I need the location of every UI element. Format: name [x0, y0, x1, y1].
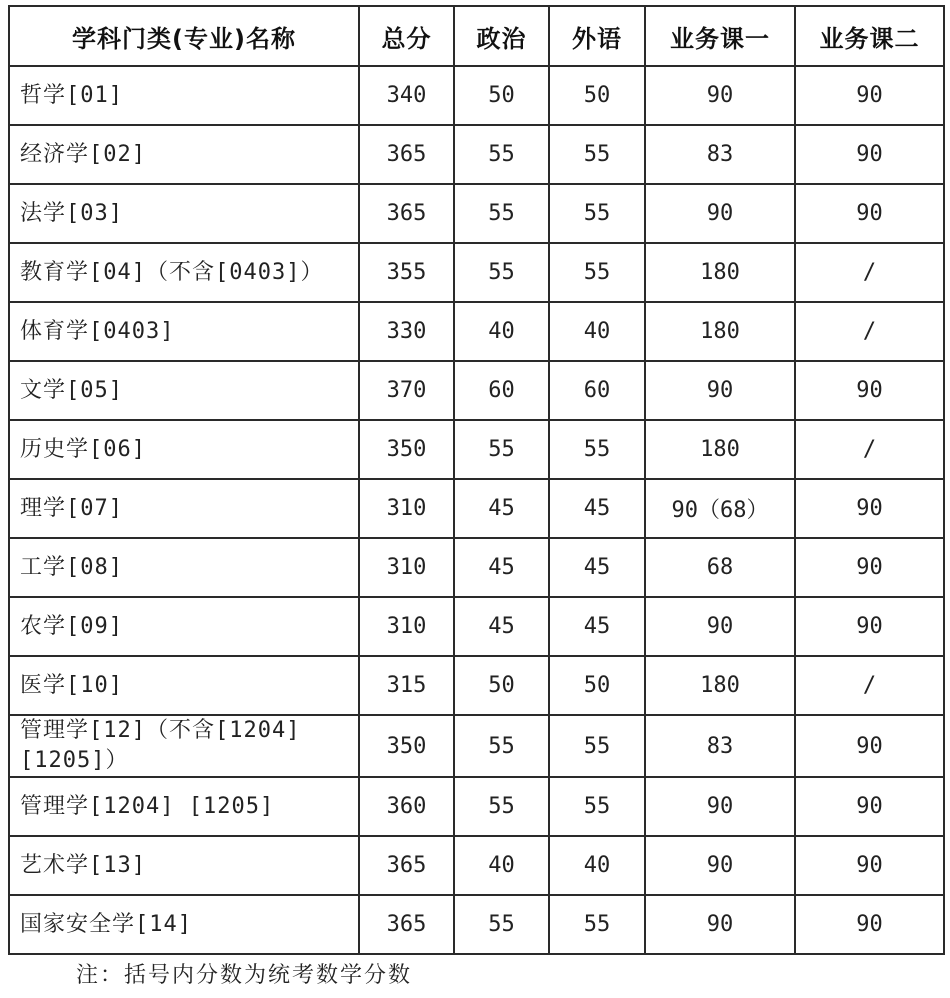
table-row: [9, 243, 944, 302]
subject-one-score-cell: 83: [645, 715, 795, 777]
discipline-name-cell: 文学[05]: [9, 361, 359, 420]
foreign-language-score-cell: 45: [549, 597, 645, 656]
politics-score-cell: 55: [454, 895, 549, 954]
foreign-language-score-cell: 55: [549, 895, 645, 954]
discipline-name-cell: 历史学[06]: [9, 420, 359, 479]
table-row: [9, 66, 944, 125]
table-row: [9, 479, 944, 538]
discipline-name-cell: 医学[10]: [9, 656, 359, 715]
politics-score-cell: 45: [454, 597, 549, 656]
table-row: [9, 302, 944, 361]
foreign-language-score-cell: 60: [549, 361, 645, 420]
politics-score-cell: 55: [454, 184, 549, 243]
total-score-cell: 330: [359, 302, 454, 361]
discipline-name-cell: 工学[08]: [9, 538, 359, 597]
subject-one-score-cell: 180: [645, 656, 795, 715]
table-body: [9, 66, 944, 954]
discipline-name-cell: 哲学[01]: [9, 66, 359, 125]
table-row: [9, 656, 944, 715]
discipline-name-cell: 理学[07]: [9, 479, 359, 538]
subject-two-score-cell: 90: [795, 895, 944, 954]
subject-two-score-cell: 90: [795, 777, 944, 836]
total-score-cell: 310: [359, 597, 454, 656]
subject-one-score-cell: 90: [645, 836, 795, 895]
foreign-language-score-cell: 55: [549, 184, 645, 243]
foreign-language-score-cell: 40: [549, 836, 645, 895]
subject-one-score-cell: 90: [645, 66, 795, 125]
discipline-name-cell: 农学[09]: [9, 597, 359, 656]
header-subject-one: 业务课一: [645, 6, 795, 66]
politics-score-cell: 55: [454, 243, 549, 302]
subject-one-score-cell: 90（68）: [645, 479, 795, 538]
politics-score-cell: 55: [454, 777, 549, 836]
subject-one-score-cell: 90: [645, 361, 795, 420]
subject-two-score-cell: 90: [795, 361, 944, 420]
subject-two-score-cell: 90: [795, 597, 944, 656]
politics-score-cell: 45: [454, 479, 549, 538]
subject-one-score-cell: 68: [645, 538, 795, 597]
subject-two-score-cell: 90: [795, 66, 944, 125]
footnote: 注：括号内分数为统考数学分数: [76, 963, 413, 988]
subject-one-score-cell: 180: [645, 420, 795, 479]
total-score-cell: 340: [359, 66, 454, 125]
politics-score-cell: 50: [454, 656, 549, 715]
total-score-cell: 360: [359, 777, 454, 836]
subject-two-score-cell: 90: [795, 184, 944, 243]
subject-two-score-cell: 90: [795, 715, 944, 777]
subject-two-score-cell: 90: [795, 125, 944, 184]
discipline-name-cell: 艺术学[13]: [9, 836, 359, 895]
subject-two-score-cell: 90: [795, 538, 944, 597]
subject-two-score-cell: 90: [795, 836, 944, 895]
table-row: [9, 361, 944, 420]
foreign-language-score-cell: 50: [549, 656, 645, 715]
discipline-name-cell: 经济学[02]: [9, 125, 359, 184]
politics-score-cell: 40: [454, 836, 549, 895]
politics-score-cell: 45: [454, 538, 549, 597]
politics-score-cell: 55: [454, 125, 549, 184]
discipline-name-cell: 国家安全学[14]: [9, 895, 359, 954]
subject-one-score-cell: 90: [645, 184, 795, 243]
table-row: [9, 125, 944, 184]
total-score-cell: 365: [359, 184, 454, 243]
subject-two-score-cell: /: [795, 243, 944, 302]
foreign-language-score-cell: 55: [549, 777, 645, 836]
foreign-language-score-cell: 55: [549, 420, 645, 479]
header-total-score: 总分: [359, 6, 454, 66]
table-row: [9, 895, 944, 954]
subject-two-score-cell: /: [795, 302, 944, 361]
total-score-cell: 310: [359, 479, 454, 538]
header-politics: 政治: [454, 6, 549, 66]
total-score-cell: 350: [359, 715, 454, 777]
table-row: [9, 597, 944, 656]
total-score-cell: 370: [359, 361, 454, 420]
total-score-cell: 365: [359, 836, 454, 895]
subject-one-score-cell: 90: [645, 895, 795, 954]
foreign-language-score-cell: 55: [549, 125, 645, 184]
table-row: [9, 184, 944, 243]
total-score-cell: 365: [359, 125, 454, 184]
politics-score-cell: 50: [454, 66, 549, 125]
foreign-language-score-cell: 50: [549, 66, 645, 125]
foreign-language-score-cell: 55: [549, 243, 645, 302]
discipline-name-cell: 教育学[04]（不含[0403]）: [9, 243, 359, 302]
foreign-language-score-cell: 40: [549, 302, 645, 361]
politics-score-cell: 55: [454, 420, 549, 479]
discipline-name-cell: 体育学[0403]: [9, 302, 359, 361]
total-score-cell: 310: [359, 538, 454, 597]
total-score-cell: 315: [359, 656, 454, 715]
header-discipline-name: 学科门类(专业)名称: [9, 6, 359, 66]
subject-two-score-cell: /: [795, 656, 944, 715]
score-table: [8, 5, 945, 955]
table-row: [9, 777, 944, 836]
table-row: [9, 836, 944, 895]
foreign-language-score-cell: 45: [549, 538, 645, 597]
subject-two-score-cell: /: [795, 420, 944, 479]
total-score-cell: 350: [359, 420, 454, 479]
foreign-language-score-cell: 45: [549, 479, 645, 538]
header-foreign-language: 外语: [549, 6, 645, 66]
subject-one-score-cell: 90: [645, 597, 795, 656]
subject-two-score-cell: 90: [795, 479, 944, 538]
politics-score-cell: 60: [454, 361, 549, 420]
table-row: [9, 538, 944, 597]
subject-one-score-cell: 180: [645, 243, 795, 302]
discipline-name-cell: 管理学[12]（不含[1204][1205]）: [9, 715, 359, 777]
total-score-cell: 365: [359, 895, 454, 954]
politics-score-cell: 40: [454, 302, 549, 361]
subject-one-score-cell: 180: [645, 302, 795, 361]
politics-score-cell: 55: [454, 715, 549, 777]
table-row: [9, 420, 944, 479]
discipline-name-cell: 法学[03]: [9, 184, 359, 243]
foreign-language-score-cell: 55: [549, 715, 645, 777]
subject-one-score-cell: 90: [645, 777, 795, 836]
table-row: [9, 715, 944, 777]
subject-one-score-cell: 83: [645, 125, 795, 184]
discipline-name-cell: 管理学[1204] [1205]: [9, 777, 359, 836]
header-subject-two: 业务课二: [795, 6, 944, 66]
total-score-cell: 355: [359, 243, 454, 302]
table-header-row: [9, 6, 944, 66]
